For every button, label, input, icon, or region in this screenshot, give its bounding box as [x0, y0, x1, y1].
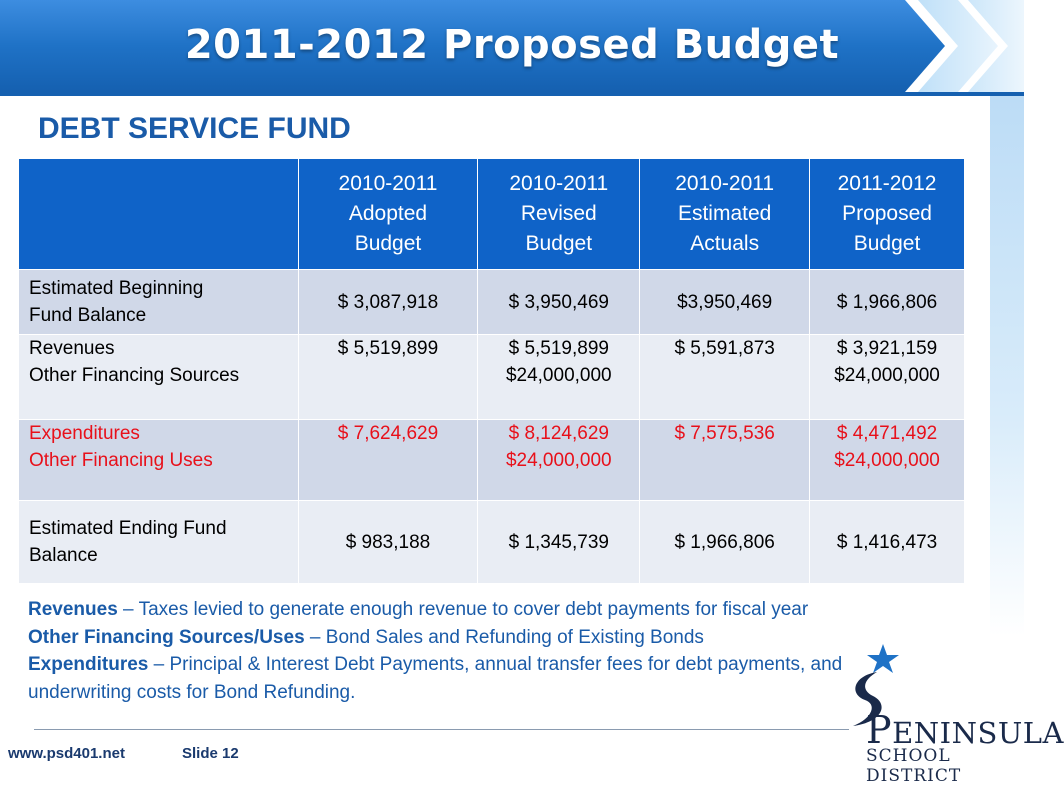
definition-term: Revenues	[28, 599, 118, 620]
table-cell: $ 983,188	[298, 501, 478, 584]
column-header-adopted: 2010-2011 Adopted Budget	[298, 159, 478, 270]
column-header-estimated: 2010-2011 Estimated Actuals	[640, 159, 810, 270]
definition-text: – Bond Sales and Refunding of Existing Bonds	[304, 626, 704, 648]
column-header-label	[19, 159, 299, 270]
definition-financing	[28, 624, 978, 652]
table-cell: $ 1,345,739	[478, 501, 640, 584]
definition-term: Other Financing Sources/Uses	[28, 626, 305, 648]
table-cell: $ 3,950,469	[478, 270, 640, 335]
row-label: Estimated Ending Fund Balance	[19, 501, 299, 584]
definition-revenues	[28, 596, 978, 624]
row-label: Expenditures Other Financing Uses	[19, 420, 299, 501]
decorative-side-bar	[990, 96, 1024, 636]
footer-divider	[34, 729, 849, 730]
table-cell: $ 3,087,918	[298, 270, 478, 335]
table-cell: $ 1,416,473	[810, 501, 965, 584]
definition-text: – Taxes levied to generate enough revenue to cover debt payments for fiscal year	[117, 599, 809, 620]
table-cell: $ 4,471,492 $24,000,000	[810, 420, 965, 501]
footer-slide-number: Slide 12	[182, 745, 239, 762]
row-label: Revenues Other Financing Sources	[19, 335, 299, 420]
table-cell: $ 7,575,536	[640, 420, 810, 501]
table-cell: $ 5,591,873	[640, 335, 810, 420]
definition-expenditures	[28, 651, 858, 706]
section-heading: DEBT SERVICE FUND	[38, 112, 351, 145]
column-header-proposed: 2011-2012 Proposed Budget	[810, 159, 965, 270]
slide-title: 2011-2012 Proposed Budget	[184, 22, 840, 68]
table-cell: $ 8,124,629 $24,000,000	[478, 420, 640, 501]
table-row	[19, 420, 965, 501]
logo-district: SCHOOL DISTRICT	[866, 746, 962, 786]
table-row	[19, 501, 965, 584]
logo-name: PENINSULA	[866, 708, 1064, 752]
table-cell: $ 3,921,159 $24,000,000	[810, 335, 965, 420]
definition-text: – Principal & Interest Debt Payments, annual transfer fees for debt payments, and underwriting costs for Bond Refunding.	[28, 654, 843, 703]
table-row	[19, 335, 965, 420]
table-cell: $ 1,966,806	[640, 501, 810, 584]
column-header-revised: 2010-2011 Revised Budget	[478, 159, 640, 270]
row-label: Estimated Beginning Fund Balance	[19, 270, 299, 335]
table-cell: $ 5,519,899	[298, 335, 478, 420]
definition-term: Expenditures	[28, 654, 149, 675]
budget-table	[18, 158, 965, 584]
table-row	[19, 270, 965, 335]
definitions	[28, 596, 978, 706]
table-cell: $ 1,966,806	[810, 270, 965, 335]
table-cell: $ 5,519,899 $24,000,000	[478, 335, 640, 420]
table-cell: $ 7,624,629	[298, 420, 478, 501]
table-cell: $3,950,469	[640, 270, 810, 335]
footer-url: www.psd401.net	[8, 745, 125, 762]
table-header-row	[19, 159, 965, 270]
